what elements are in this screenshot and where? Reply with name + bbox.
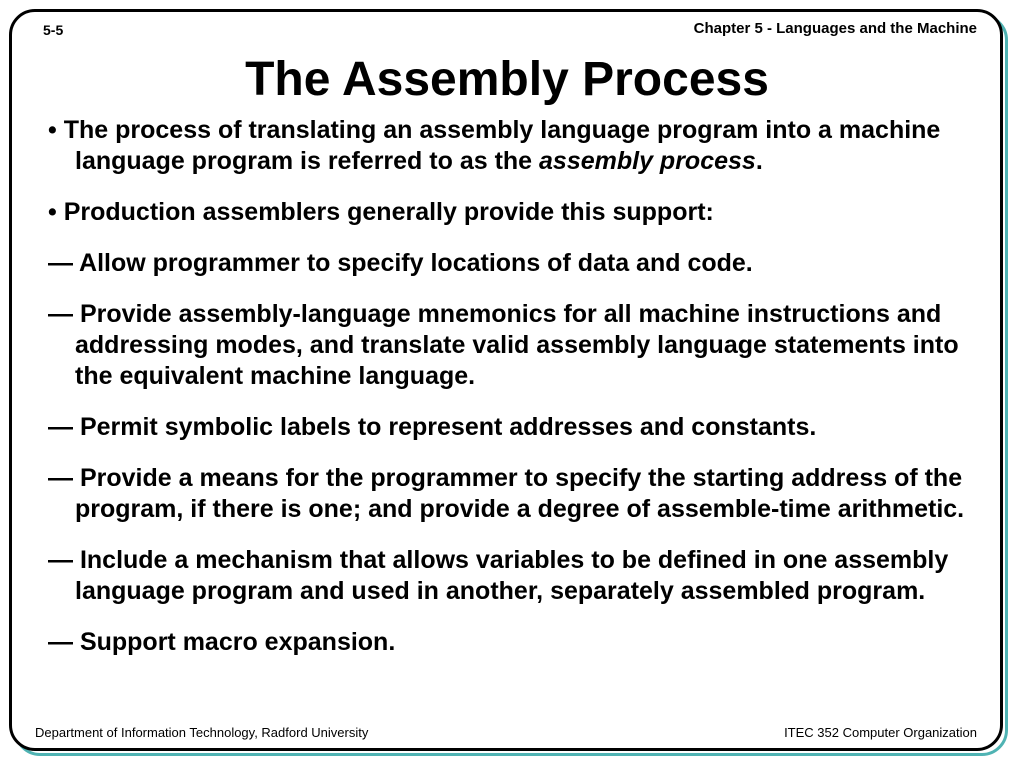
- support-item: — Include a mechanism that allows variables to be defined in one assembly language program and used in another, separately assembled program.: [48, 546, 949, 605]
- bullet-mark: •: [48, 116, 57, 144]
- support-item: — Support macro expansion.: [48, 628, 396, 656]
- support-item: — Permit symbolic labels to represent addresses and constants.: [48, 413, 817, 441]
- paragraph-punctuation: .: [755, 147, 763, 175]
- support-item: — Provide assembly-language mnemonics for all machine instructions and addressing modes, and translate valid assembly language statements into the equivalent machine language.: [48, 300, 959, 390]
- footer-course: ITEC 352 Computer Organization: [784, 725, 977, 740]
- bullet-production-assemblers: • Production assemblers generally provide this support:: [48, 198, 714, 226]
- chapter-title: Chapter 5 - Languages and the Machine: [693, 20, 977, 37]
- slide-title: The Assembly Process: [245, 53, 769, 106]
- paragraph-text: The process of translating an assembly language program into a machine language program is referred to as the: [63, 116, 941, 175]
- slide-body: [48, 115, 988, 678]
- slide-number: 5-5: [43, 22, 64, 38]
- support-item: — Allow programmer to specify locations of data and code.: [48, 249, 753, 277]
- support-item: — Provide a means for the programmer to specify the starting address of the program, if there is one; and provide a degree of assemble-time arithmetic.: [48, 464, 965, 523]
- bullet-assembly-process: [48, 115, 988, 177]
- emphasis-term: assembly process: [539, 147, 756, 175]
- footer-department: Department of Information Technology, Radford University: [35, 725, 369, 740]
